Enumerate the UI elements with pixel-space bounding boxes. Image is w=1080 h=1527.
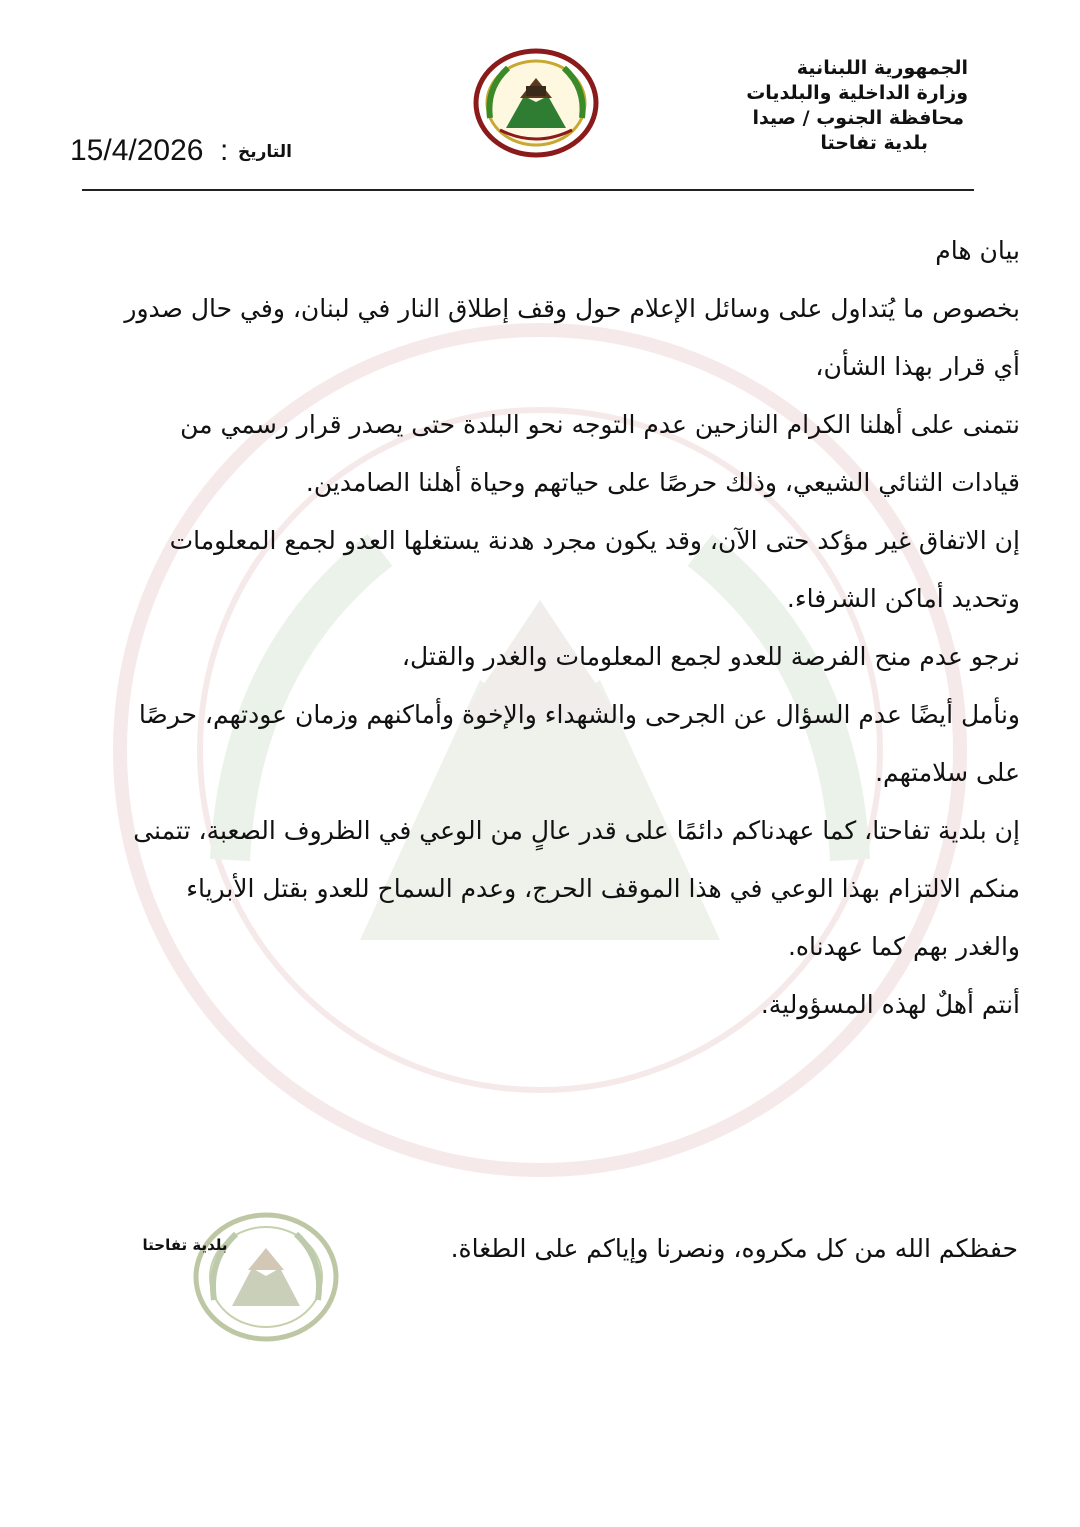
- statement-title: بيان هام: [935, 236, 1020, 265]
- paragraph-7-line-1: أنتم أهلٌ لهذه المسؤولية.: [760, 990, 1020, 1019]
- paragraph-5-line-2: على سلامتهم.: [875, 758, 1020, 787]
- paragraph-1-line-1: بخصوص ما يُتداول على وسائل الإعلام حول وقف إطلاق النار في لبنان، وفي حال صدور: [124, 294, 1020, 323]
- statement-body: [62, 222, 1020, 1034]
- paragraph-3-line-1: إن الاتفاق غير مؤكد حتى الآن، وقد يكون مجرد هدنة يستغلها العدو لجمع المعلومات: [169, 526, 1020, 555]
- governorate-name: محافظة الجنوب / صيدا: [752, 107, 964, 129]
- municipality-name: بلدية تفاحتا: [820, 132, 928, 154]
- paragraph-2-line-1: نتمنى على أهلنا الكرام النازحين عدم التوجه نحو البلدة حتى يصدر قرار رسمي من: [180, 410, 1020, 439]
- ministry-name: وزارة الداخلية والبلديات: [746, 82, 968, 104]
- header-divider: [82, 189, 974, 191]
- paragraph-5-line-1: ونأمل أيضًا عدم السؤال عن الجرحى والشهداء والإخوة وأماكنهم وزمان عودتهم، حرصًا: [138, 700, 1020, 729]
- date-separator: :: [220, 134, 229, 167]
- closing-line: حفظكم الله من كل مكروه، ونصرنا وإياكم على الطغاة.: [450, 1234, 1018, 1263]
- municipality-stamp-icon: [190, 1210, 342, 1345]
- paragraph-6-line-3: والغدر بهم كما عهدناه.: [787, 932, 1020, 961]
- letterhead: [668, 56, 968, 156]
- republic-name: الجمهورية اللبنانية: [796, 57, 968, 79]
- paragraph-4-line-1: نرجو عدم منح الفرصة للعدو لجمع المعلومات والغدر والقتل،: [401, 642, 1020, 671]
- paragraph-6-line-2: منكم الالتزام بهذا الوعي في هذا الموقف الحرج، وعدم السماح للعدو بقتل الأبرياء: [186, 874, 1020, 903]
- paragraph-6-line-1: إن بلدية تفاحتا، كما عهدناكم دائمًا على قدر عالٍ من الوعي في الظروف الصعبة، تتمنى: [133, 816, 1020, 845]
- date-line: [70, 130, 310, 170]
- date-value: 15/4/2026: [70, 134, 204, 167]
- date-label: التاريخ: [238, 142, 292, 162]
- paragraph-2-line-2: قيادات الثنائي الشيعي، وذلك حرصًا على حياتهم وحياة أهلنا الصامدين.: [305, 468, 1020, 497]
- signature-municipality: بلدية تفاحتا: [142, 1236, 228, 1254]
- paragraph-3-line-2: وتحديد أماكن الشرفاء.: [786, 584, 1020, 613]
- paragraph-1-line-2: أي قرار بهذا الشأن،: [815, 352, 1020, 381]
- municipality-logo-icon: [472, 48, 600, 158]
